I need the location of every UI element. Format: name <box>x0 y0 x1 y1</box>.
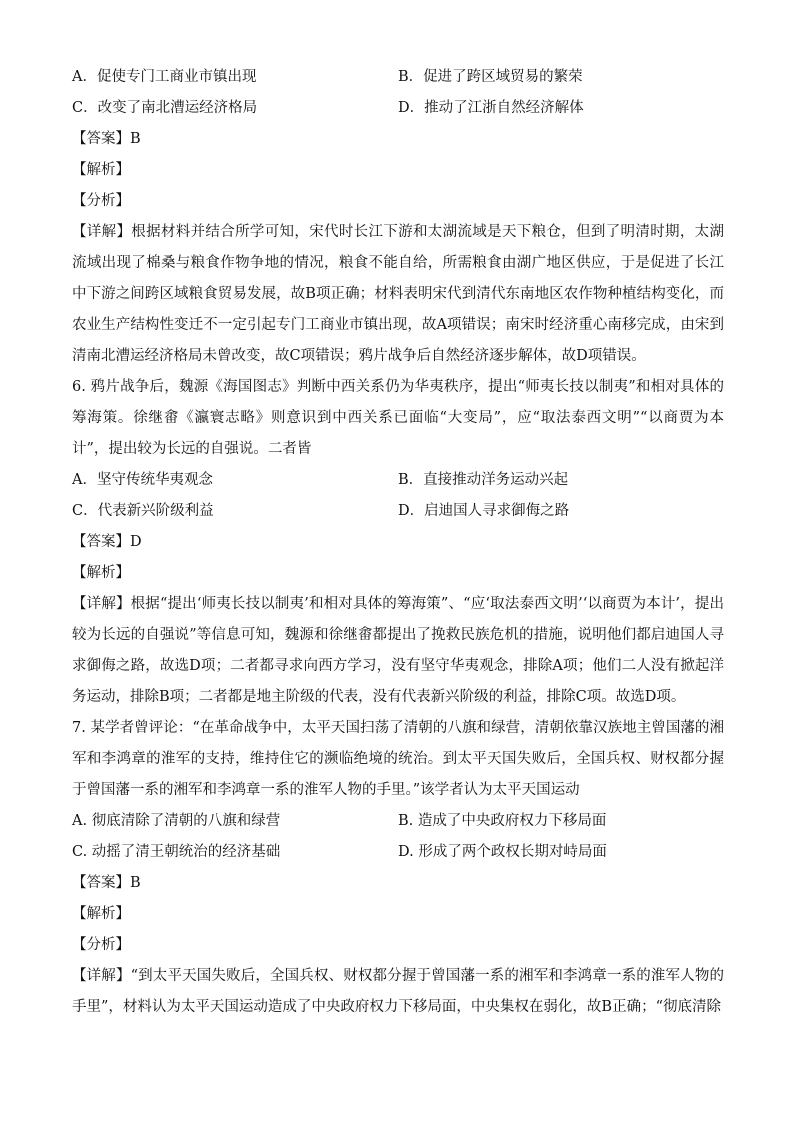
q6-option-b: B．直接推动洋务运动兴起 <box>398 472 569 488</box>
q6-option-c: C．代表新兴阶级利益 <box>72 503 214 519</box>
q5-answer: 【答案】B <box>72 131 141 147</box>
q5-detail: 【详解】根据材料并结合所学可知，宋代时长江下游和太湖流域是天下粮仓，但到了明清时期，太湖流域出现了棉桑与粮食作物争地的情况，粮食不能自给，所需粮食由湖广地区供应，于是促进了长江中下游之间跨区域粮食贸易发展，故B项正确；材料表明宋代到清代东南地区农作物种植结构变化，而农业生产结构性变迁不一定引起专门工商业市镇出现，故A项错误；南宋时经济重心南移完成，由宋到清南北漕运经济格局未曾改变，故C项错误；鸦片战争后自然经济逐步解体，故D项错误。 <box>72 224 724 364</box>
q7-answer: 【答案】B <box>72 875 141 891</box>
q5-option-c: C．改变了南北漕运经济格局 <box>72 100 258 116</box>
q5-jiexi-label: 【解析】 <box>72 162 130 178</box>
q7-fenxi-label: 【分析】 <box>72 937 130 953</box>
q7-option-d: D. 形成了两个政权长期对峙局面 <box>398 844 607 860</box>
document-page <box>72 62 724 1023</box>
q6-option-d: D．启迪国人寻求御侮之路 <box>398 503 570 519</box>
q7-detail: 【详解】“到太平天国失败后，全国兵权、财权都分握于曾国藩一系的湘军和李鸿章一系的淮军人物的手里”，材料认为太平天国运动造成了中央政府权力下移局面，中央集权在弱化，故B正确；“彻底清除 <box>72 968 724 1015</box>
q7-options-row-1 <box>72 806 724 837</box>
q5-options-row-1 <box>72 62 724 93</box>
q7-option-a: A. 彻底清除了清朝的八旗和绿营 <box>72 813 281 829</box>
q6-detail: 【详解】根据“提出‘师夷长技以制夷’和相对具体的筹海策”、“应‘取法泰西文明’‘以商贾为本计’，提出较为长远的自强说”等信息可知，魏源和徐继畬都提出了挽救民族危机的措施，说明他们都启迪国人寻求御侮之路，故选D项；二者都寻求向西方学习，没有坚守华夷观念，排除A项；他们二人没有掀起洋务运动，排除B项；二者都是地主阶级的代表，没有代表新兴阶级的利益，排除C项。故选D项。 <box>72 596 724 705</box>
q6-option-a: A．坚守传统华夷观念 <box>72 472 213 488</box>
q6-answer: 【答案】D <box>72 534 142 550</box>
q7-stem: 7. 某学者曾评论：“在革命战争中，太平天国扫荡了清朝的八旗和绿营，清朝依靠汉族地主曾国藩的湘军和李鸿章的淮军的支持，维持住它的濒临绝境的统治。到太平天国失败后，全国兵权、财权都分握于曾国藩一系的湘军和李鸿章一系的淮军人物的手里。”该学者认为太平天国运动 <box>72 720 724 798</box>
q7-options-row-2 <box>72 837 724 868</box>
q5-option-a: A．促使专门工商业市镇出现 <box>72 69 257 85</box>
q5-options-row-2 <box>72 93 724 124</box>
q6-options-row-1 <box>72 465 724 496</box>
q5-fenxi-label: 【分析】 <box>72 193 130 209</box>
q5-option-b: B．促进了跨区域贸易的繁荣 <box>398 69 583 85</box>
q6-options-row-2 <box>72 496 724 527</box>
q5-option-d: D．推动了江浙自然经济解体 <box>398 100 584 116</box>
q6-jiexi-label: 【解析】 <box>72 565 130 581</box>
q7-option-b: B. 造成了中央政府权力下移局面 <box>398 813 607 829</box>
q7-jiexi-label: 【解析】 <box>72 906 130 922</box>
q7-option-c: C. 动摇了清王朝统治的经济基础 <box>72 844 281 860</box>
q6-stem: 6. 鸦片战争后，魏源《海国图志》判断中西关系仍为华夷秩序，提出“师夷长技以制夷”和相对具体的筹海策。徐继畬《瀛寰志略》则意识到中西关系已面临“大变局”，应“取法泰西文明”“以商贾为本计”，提出较为长远的自强说。二者皆 <box>72 379 724 457</box>
